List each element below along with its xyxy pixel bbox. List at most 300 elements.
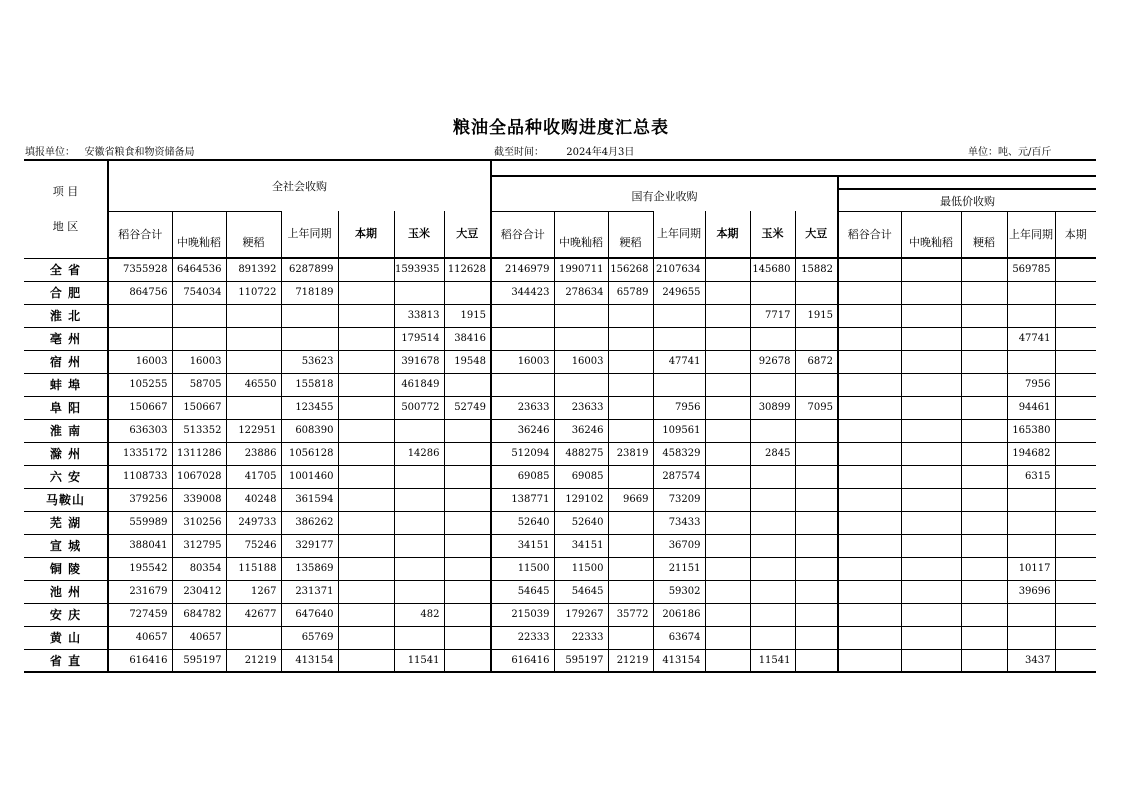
table-cell <box>750 511 795 534</box>
table-cell: 52640 <box>491 511 554 534</box>
table-row <box>24 557 1096 580</box>
table-cell <box>1055 350 1096 373</box>
table-cell <box>1007 626 1055 649</box>
table-cell: 1067028 <box>172 465 226 488</box>
table-cell <box>1055 511 1096 534</box>
table-cell <box>444 419 491 442</box>
table-cell <box>901 350 961 373</box>
row-region-name: 阜 阳 <box>24 396 108 419</box>
table-cell <box>705 281 750 304</box>
table-cell <box>705 465 750 488</box>
table-cell <box>338 580 394 603</box>
table-row <box>24 534 1096 557</box>
table-row <box>24 580 1096 603</box>
table-cell: 559989 <box>108 511 172 534</box>
table-cell: 145680 <box>750 258 795 281</box>
table-cell <box>901 442 961 465</box>
table-cell: 34151 <box>554 534 608 557</box>
table-cell <box>795 419 838 442</box>
table-cell <box>838 534 901 557</box>
table-cell: 73209 <box>653 488 705 511</box>
table-cell: 312795 <box>172 534 226 557</box>
table-cell <box>338 465 394 488</box>
table-cell <box>795 281 838 304</box>
table-cell <box>961 258 1007 281</box>
table-cell <box>750 557 795 580</box>
table-cell <box>961 281 1007 304</box>
table-cell: 35772 <box>608 603 653 626</box>
row-region-name: 蚌 埠 <box>24 373 108 396</box>
table-cell <box>608 350 653 373</box>
table-cell <box>795 626 838 649</box>
table-cell <box>444 442 491 465</box>
table-cell <box>608 396 653 419</box>
table-cell: 1056128 <box>281 442 338 465</box>
table-cell <box>338 373 394 396</box>
table-cell <box>394 511 444 534</box>
table-cell <box>795 649 838 672</box>
table-cell <box>444 649 491 672</box>
table-cell: 206186 <box>653 603 705 626</box>
row-region-name: 全 省 <box>24 258 108 281</box>
table-cell: 36709 <box>653 534 705 557</box>
table-cell <box>608 557 653 580</box>
table-cell: 278634 <box>554 281 608 304</box>
row-region-name: 黄 山 <box>24 626 108 649</box>
table-row <box>24 465 1096 488</box>
table-cell: 386262 <box>281 511 338 534</box>
table-cell <box>901 396 961 419</box>
table-cell <box>608 327 653 350</box>
table-cell <box>705 304 750 327</box>
table-cell <box>394 281 444 304</box>
table-cell <box>338 603 394 626</box>
table-cell <box>961 373 1007 396</box>
table-cell: 6464536 <box>172 258 226 281</box>
table-cell <box>1007 511 1055 534</box>
table-cell: 339008 <box>172 488 226 511</box>
table-row <box>24 419 1096 442</box>
table-row <box>24 649 1096 672</box>
table-cell: 513352 <box>172 419 226 442</box>
table-cell <box>961 626 1007 649</box>
table-cell: 73433 <box>653 511 705 534</box>
table-cell <box>838 580 901 603</box>
table-cell: 608390 <box>281 419 338 442</box>
table-cell: 23886 <box>226 442 281 465</box>
row-region-name: 马鞍山 <box>24 488 108 511</box>
table-cell <box>705 511 750 534</box>
table-cell: 16003 <box>491 350 554 373</box>
table-cell: 21219 <box>226 649 281 672</box>
table-cell <box>961 465 1007 488</box>
table-cell: 344423 <box>491 281 554 304</box>
table-cell <box>838 396 901 419</box>
table-cell <box>901 419 961 442</box>
table-cell <box>338 419 394 442</box>
table-cell <box>961 304 1007 327</box>
table-cell <box>750 488 795 511</box>
table-cell <box>705 649 750 672</box>
table-cell: 864756 <box>108 281 172 304</box>
table-cell: 7717 <box>750 304 795 327</box>
col-last-year: 上年同期 <box>281 211 338 258</box>
row-region-name: 池 州 <box>24 580 108 603</box>
table-cell <box>901 465 961 488</box>
table-cell <box>838 603 901 626</box>
table-cell: 179267 <box>554 603 608 626</box>
table-cell: 41705 <box>226 465 281 488</box>
table-cell <box>491 304 554 327</box>
table-cell <box>281 327 338 350</box>
table-cell <box>961 534 1007 557</box>
table-cell: 80354 <box>172 557 226 580</box>
table-cell <box>705 396 750 419</box>
table-cell <box>444 580 491 603</box>
table-cell <box>705 419 750 442</box>
table-cell <box>394 534 444 557</box>
table-cell <box>838 649 901 672</box>
row-region-name: 淮 南 <box>24 419 108 442</box>
row-region-name: 宣 城 <box>24 534 108 557</box>
col-state-current: 本期 <box>705 211 750 258</box>
table-cell <box>901 304 961 327</box>
table-cell: 115188 <box>226 557 281 580</box>
table-row <box>24 442 1096 465</box>
table-cell <box>901 488 961 511</box>
row-region-name: 铜 陵 <box>24 557 108 580</box>
table-cell <box>961 442 1007 465</box>
table-cell <box>653 373 705 396</box>
group-society-header: 全社会收购 <box>108 160 491 211</box>
table-cell <box>795 327 838 350</box>
table-row <box>24 511 1096 534</box>
row-region-name: 安 庆 <box>24 603 108 626</box>
table-cell: 109561 <box>653 419 705 442</box>
table-cell <box>394 419 444 442</box>
table-cell <box>901 327 961 350</box>
table-cell: 21151 <box>653 557 705 580</box>
table-cell <box>608 419 653 442</box>
table-cell <box>961 327 1007 350</box>
table-cell: 727459 <box>108 603 172 626</box>
table-cell: 33813 <box>394 304 444 327</box>
table-cell <box>750 327 795 350</box>
table-cell <box>901 258 961 281</box>
table-cell <box>838 258 901 281</box>
table-cell <box>1055 626 1096 649</box>
table-row <box>24 350 1096 373</box>
table-cell <box>172 327 226 350</box>
table-cell: 500772 <box>394 396 444 419</box>
table-cell: 40248 <box>226 488 281 511</box>
col-corn: 玉米 <box>394 211 444 258</box>
col-mid-late-indica: 中晚籼稻 <box>172 211 226 258</box>
table-cell <box>394 580 444 603</box>
measurement-units: 单位：吨、元/百斤 <box>968 147 1052 158</box>
table-row <box>24 396 1096 419</box>
region-header: 地 区 <box>52 220 79 234</box>
table-cell <box>338 396 394 419</box>
table-cell: 1311286 <box>172 442 226 465</box>
row-region-name: 宿 州 <box>24 350 108 373</box>
col-japonica: 粳稻 <box>226 211 281 258</box>
col-min-current: 本期 <box>1055 211 1096 258</box>
table-cell: 1001460 <box>281 465 338 488</box>
table-cell: 458329 <box>653 442 705 465</box>
table-cell: 69085 <box>491 465 554 488</box>
table-cell: 38416 <box>444 327 491 350</box>
table-cell: 14286 <box>394 442 444 465</box>
table-row <box>24 488 1096 511</box>
table-cell <box>750 419 795 442</box>
table-cell: 7355928 <box>108 258 172 281</box>
table-cell: 94461 <box>1007 396 1055 419</box>
table-cell: 122951 <box>226 419 281 442</box>
table-cell: 21219 <box>608 649 653 672</box>
table-cell: 231371 <box>281 580 338 603</box>
table-cell: 310256 <box>172 511 226 534</box>
table-cell <box>444 603 491 626</box>
table-cell: 461849 <box>394 373 444 396</box>
col-state-mid-late-indica: 中晚籼稻 <box>554 211 608 258</box>
table-cell: 1108733 <box>108 465 172 488</box>
table-cell: 23819 <box>608 442 653 465</box>
table-cell <box>608 534 653 557</box>
table-cell <box>108 327 172 350</box>
table-cell <box>394 557 444 580</box>
table-cell <box>795 603 838 626</box>
table-cell <box>1055 327 1096 350</box>
table-cell: 7956 <box>1007 373 1055 396</box>
table-cell: 230412 <box>172 580 226 603</box>
table-cell <box>838 373 901 396</box>
as-of-date: 截至时间： 2024年4月3日 <box>494 147 635 158</box>
row-region-name: 六 安 <box>24 465 108 488</box>
table-cell: 22333 <box>491 626 554 649</box>
row-region-name: 芜 湖 <box>24 511 108 534</box>
table-cell: 249733 <box>226 511 281 534</box>
table-cell <box>795 511 838 534</box>
table-cell: 329177 <box>281 534 338 557</box>
table-cell <box>281 304 338 327</box>
table-cell <box>338 327 394 350</box>
procurement-table <box>24 159 1096 673</box>
table-cell <box>901 281 961 304</box>
table-cell <box>608 465 653 488</box>
table-cell: 391678 <box>394 350 444 373</box>
table-cell <box>554 304 608 327</box>
table-cell: 16003 <box>554 350 608 373</box>
table-cell: 52640 <box>554 511 608 534</box>
table-cell <box>394 465 444 488</box>
table-cell: 54645 <box>554 580 608 603</box>
table-cell: 129102 <box>554 488 608 511</box>
col-state-japonica: 粳稻 <box>608 211 653 258</box>
table-cell <box>338 626 394 649</box>
table-cell <box>838 511 901 534</box>
table-cell <box>338 350 394 373</box>
col-min-last-year: 上年同期 <box>1007 211 1055 258</box>
table-cell: 2146979 <box>491 258 554 281</box>
table-cell <box>1055 465 1096 488</box>
table-cell <box>705 626 750 649</box>
table-cell <box>1055 534 1096 557</box>
table-cell: 19548 <box>444 350 491 373</box>
table-cell: 482 <box>394 603 444 626</box>
col-min-paddy-total: 稻谷合计 <box>838 211 901 258</box>
table-cell: 92678 <box>750 350 795 373</box>
table-cell: 11541 <box>750 649 795 672</box>
table-cell: 150667 <box>172 396 226 419</box>
table-cell: 3437 <box>1007 649 1055 672</box>
row-region-name: 滁 州 <box>24 442 108 465</box>
table-cell <box>961 350 1007 373</box>
table-cell: 1267 <box>226 580 281 603</box>
table-row <box>24 281 1096 304</box>
table-cell: 379256 <box>108 488 172 511</box>
table-cell <box>1055 419 1096 442</box>
table-cell <box>1007 603 1055 626</box>
table-cell <box>444 534 491 557</box>
table-cell: 36246 <box>491 419 554 442</box>
table-cell: 11500 <box>554 557 608 580</box>
table-cell <box>961 396 1007 419</box>
col-state-last-year: 上年同期 <box>653 211 705 258</box>
row-region-name: 亳 州 <box>24 327 108 350</box>
table-cell <box>705 327 750 350</box>
table-cell <box>444 488 491 511</box>
table-cell: 54645 <box>491 580 554 603</box>
table-cell <box>394 626 444 649</box>
table-cell: 112628 <box>444 258 491 281</box>
table-cell: 595197 <box>172 649 226 672</box>
table-cell: 9669 <box>608 488 653 511</box>
table-cell <box>838 327 901 350</box>
table-cell <box>961 511 1007 534</box>
table-cell: 488275 <box>554 442 608 465</box>
table-cell: 6872 <box>795 350 838 373</box>
table-cell <box>901 626 961 649</box>
table-cell: 65789 <box>608 281 653 304</box>
table-cell: 110722 <box>226 281 281 304</box>
table-cell: 11500 <box>491 557 554 580</box>
table-cell: 47741 <box>1007 327 1055 350</box>
table-cell <box>226 327 281 350</box>
table-cell <box>705 442 750 465</box>
table-cell: 123455 <box>281 396 338 419</box>
table-cell <box>394 488 444 511</box>
table-cell <box>554 327 608 350</box>
group-minprice-header: 最低价收购 <box>940 195 995 209</box>
table-cell: 30899 <box>750 396 795 419</box>
table-cell: 16003 <box>172 350 226 373</box>
table-cell <box>901 580 961 603</box>
table-cell <box>838 488 901 511</box>
table-cell: 616416 <box>491 649 554 672</box>
table-cell: 155818 <box>281 373 338 396</box>
table-cell <box>795 488 838 511</box>
table-cell <box>608 511 653 534</box>
table-cell <box>705 580 750 603</box>
table-cell: 36246 <box>554 419 608 442</box>
table-cell <box>705 258 750 281</box>
table-cell <box>705 534 750 557</box>
table-cell: 16003 <box>108 350 172 373</box>
table-cell <box>705 373 750 396</box>
table-cell <box>172 304 226 327</box>
table-cell <box>338 258 394 281</box>
table-cell <box>226 350 281 373</box>
table-cell <box>653 327 705 350</box>
table-cell: 1915 <box>444 304 491 327</box>
col-state-paddy-total: 稻谷合计 <box>491 211 554 258</box>
table-cell <box>838 626 901 649</box>
table-cell <box>961 557 1007 580</box>
table-cell <box>1055 603 1096 626</box>
table-cell <box>108 304 172 327</box>
table-cell: 569785 <box>1007 258 1055 281</box>
table-cell: 179514 <box>394 327 444 350</box>
table-cell: 53623 <box>281 350 338 373</box>
table-cell <box>444 281 491 304</box>
table-cell <box>1055 281 1096 304</box>
table-cell: 718189 <box>281 281 338 304</box>
table-cell <box>608 304 653 327</box>
table-cell <box>1055 304 1096 327</box>
table-cell: 22333 <box>554 626 608 649</box>
table-cell <box>750 534 795 557</box>
table-cell <box>961 649 1007 672</box>
table-cell <box>901 373 961 396</box>
col-current: 本期 <box>338 211 394 258</box>
table-cell: 7095 <box>795 396 838 419</box>
table-cell <box>838 281 901 304</box>
table-cell: 34151 <box>491 534 554 557</box>
table-cell <box>444 373 491 396</box>
table-cell: 11541 <box>394 649 444 672</box>
table-cell: 135869 <box>281 557 338 580</box>
table-cell: 616416 <box>108 649 172 672</box>
table-cell: 150667 <box>108 396 172 419</box>
table-cell <box>226 626 281 649</box>
table-cell <box>554 373 608 396</box>
table-cell: 52749 <box>444 396 491 419</box>
table-cell <box>795 373 838 396</box>
table-cell <box>1007 534 1055 557</box>
table-cell: 59302 <box>653 580 705 603</box>
table-cell <box>608 626 653 649</box>
table-cell <box>705 603 750 626</box>
table-cell <box>1055 649 1096 672</box>
table-cell <box>795 442 838 465</box>
table-cell <box>1055 373 1096 396</box>
table-cell <box>750 626 795 649</box>
table-cell <box>705 350 750 373</box>
group-state-header: 国有企业收购 <box>491 176 838 211</box>
table-cell <box>838 350 901 373</box>
item-header: 项 目 <box>52 185 79 199</box>
table-cell <box>705 557 750 580</box>
table-cell: 1990711 <box>554 258 608 281</box>
reporting-unit: 填报单位： 安徽省粮食和物资储备局 <box>25 147 195 158</box>
table-cell <box>838 557 901 580</box>
table-cell: 413154 <box>653 649 705 672</box>
table-cell <box>608 373 653 396</box>
table-cell <box>226 304 281 327</box>
table-cell: 58705 <box>172 373 226 396</box>
table-cell <box>838 419 901 442</box>
